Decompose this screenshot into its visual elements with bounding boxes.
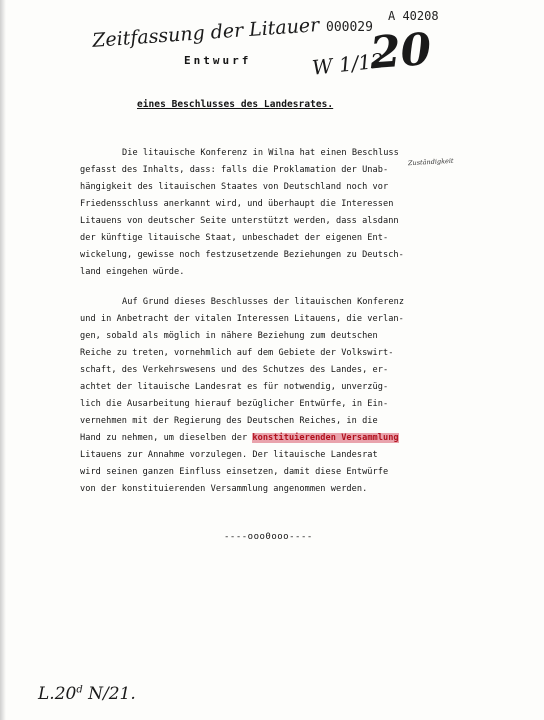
text-line: Litauens zur Annahme vorzulegen. Der litauische Landesrat	[80, 450, 378, 460]
end-separator: ----ooo0ooo----	[224, 532, 313, 542]
bottom-ref-sup: d	[76, 684, 83, 696]
text-line: lich die Ausarbeitung hierauf bezüglicher Entwürfe, in Ein-	[80, 399, 389, 409]
text-line: Auf Grund dieses Beschlusses der litauischen Konferenz	[122, 297, 405, 307]
bottom-ref-tail: N/21.	[88, 684, 136, 704]
text-line: Friedensschluss anerkannt wird, und überhaupt die Interessen	[80, 199, 394, 209]
archive-stamp-ref: A 40208	[388, 9, 439, 23]
bottom-ref-main: L.20	[38, 684, 77, 704]
archive-stamp-number: 000029	[326, 20, 373, 35]
text-line: hängigkeit des litauischen Staates von Deutschland noch vor	[80, 182, 389, 192]
text-line: wird seinen ganzen Einfluss einsetzen, damit diese Entwürfe	[80, 467, 389, 477]
document-subtitle: eines Beschlusses des Landesrates.	[137, 99, 334, 110]
text-line-highlighted	[80, 433, 399, 443]
text-line: achtet der litauische Landesrat es für notwendig, unverzüg-	[80, 382, 389, 392]
handwritten-right-note: W 1/12	[310, 48, 385, 80]
handwritten-insert: Zuständigkeit	[407, 156, 454, 168]
text-line: und in Anbetracht der vitalen Interessen Litauens, die verlan-	[80, 314, 404, 324]
text-line: Die litauische Konferenz in Wilna hat einen Beschluss	[122, 148, 399, 158]
text-line: Litauens von deutscher Seite unterstützt werden, dass alsdann	[80, 216, 399, 226]
text-line: Reiche zu treten, vornehmlich auf dem Gebiete der Volkswirt-	[80, 348, 394, 358]
handwritten-bottom-ref	[38, 684, 136, 704]
highlighted-phrase: konstituierenden Versammlung	[252, 433, 399, 443]
text-line: der künftige litauische Staat, unbeschadet der eigenen Ent-	[80, 233, 389, 243]
text-before-highlight: Hand zu nehmen, um dieselben der	[80, 433, 253, 443]
text-line: gen, sobald als möglich in nähere Beziehung zum deutschen	[80, 331, 378, 341]
text-line: land eingehen würde.	[80, 267, 185, 277]
handwritten-top-note: Zeitfassung der Litauer	[91, 14, 320, 52]
text-line: wickelung, gewisse noch festzusetzende Beziehungen zu Deutsch-	[80, 250, 404, 260]
text-line: gefasst des Inhalts, dass: falls die Proklamation der Unab-	[80, 165, 389, 175]
text-line: von der konstituierenden Versammlung angenommen werden.	[80, 484, 368, 494]
document-title: Entwurf	[184, 54, 252, 67]
handwritten-big-number: 20	[368, 23, 433, 80]
text-line: vernehmen mit der Regierung des Deutschen Reiches, in die	[80, 416, 378, 426]
text-line: schaft, des Verkehrswesens und des Schutzes des Landes, er-	[80, 365, 389, 375]
scan-edge	[0, 0, 6, 720]
